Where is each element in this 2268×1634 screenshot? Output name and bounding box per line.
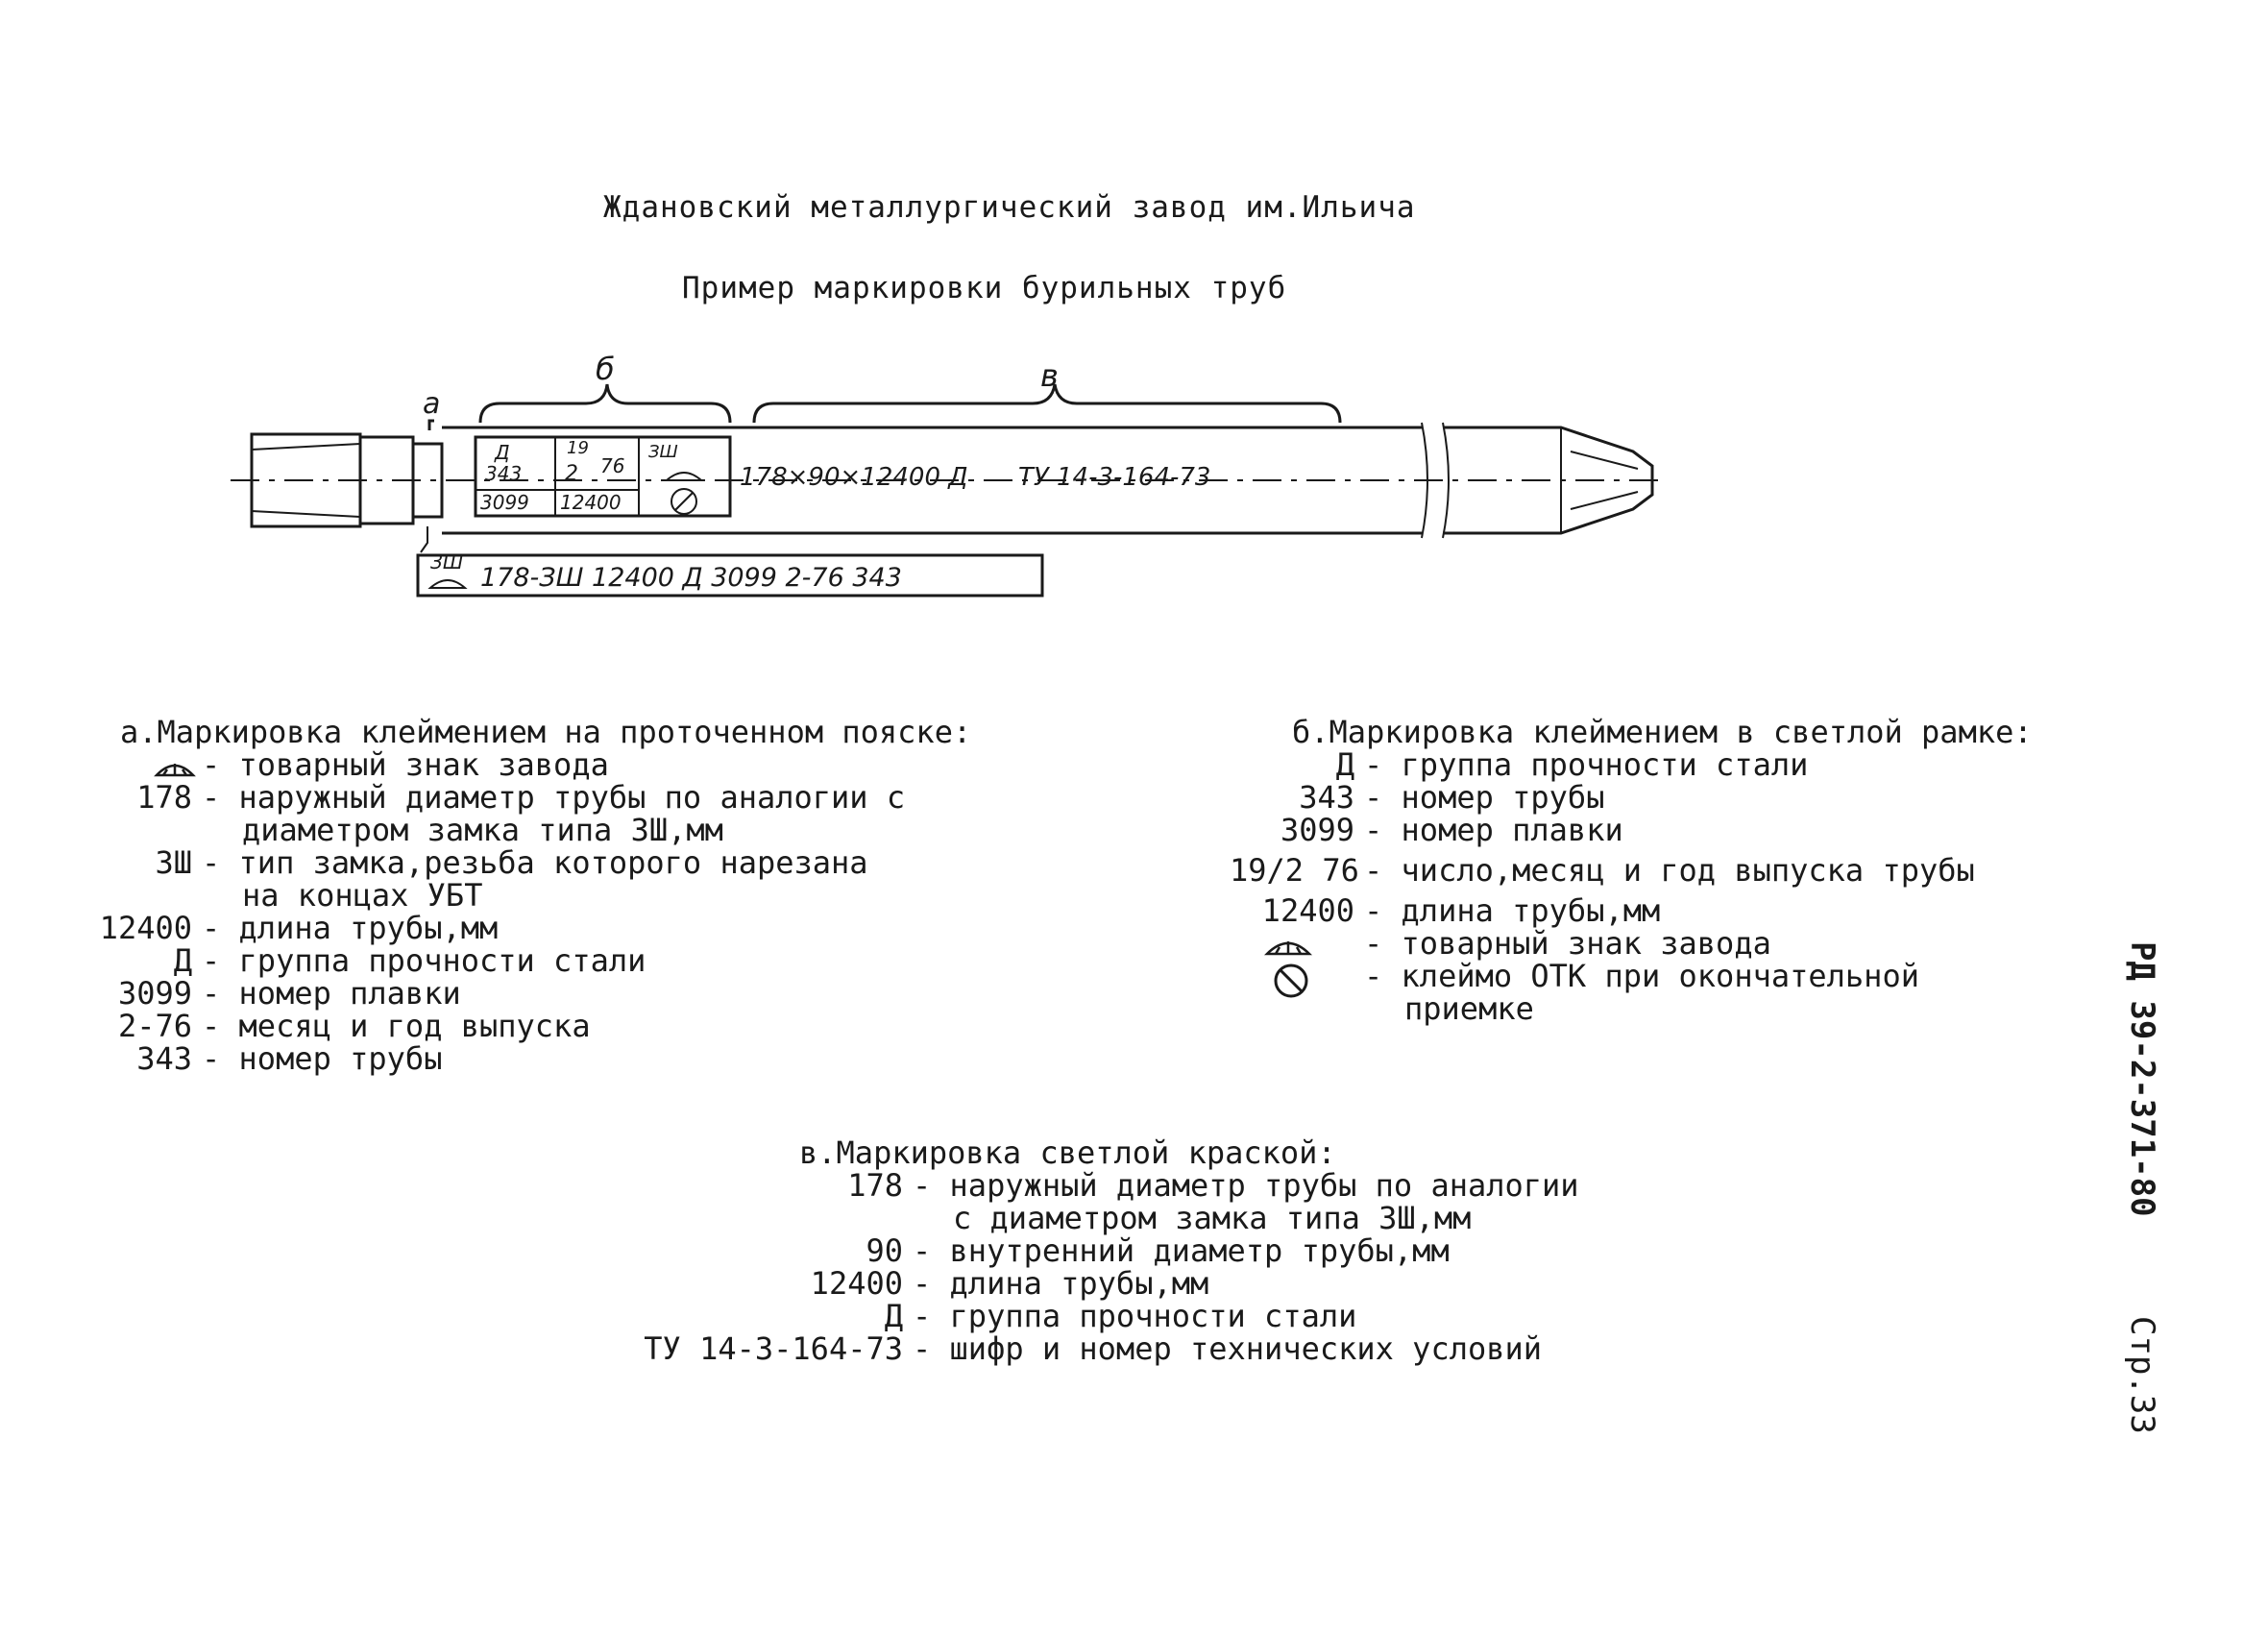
frame-cell-1-top: Д (495, 441, 510, 464)
frame-cell-2-bot: 12400 (560, 491, 622, 514)
frame-cell-2-mid-right: 76 (600, 454, 625, 477)
label-a: а (423, 387, 441, 421)
brace-a (429, 421, 434, 430)
section-b-title: б.Маркировка клеймением в светлой рамке: (1292, 714, 2033, 750)
frame-cell-1-bot: 3099 (480, 491, 529, 514)
section-a-title: а.Маркировка клеймением на проточенном пояске: (120, 714, 972, 750)
section-v-title: в.Маркировка светлой краской: (799, 1134, 1336, 1171)
document-subtitle: Пример маркировки бурильных труб (682, 271, 1287, 305)
frame-cell-3-top: ЗШ (648, 442, 678, 462)
paint-marking-1: 178×90×12400 Д (740, 463, 968, 492)
lower-small-label: ЗШ (430, 550, 464, 573)
page-number: Стр.33 (2123, 1316, 2161, 1434)
frame-cell-1-mid: 343 (485, 462, 523, 485)
factory-trademark-icon (1264, 931, 1312, 963)
frame-cell-2-mid-left: 2 (565, 462, 578, 486)
brace-b (480, 384, 730, 423)
trademark-mark (667, 473, 701, 480)
pipe-diagram (0, 0, 2268, 672)
document-title: Ждановский металлургический завод им.Ильича (603, 190, 1416, 225)
frame-cell-2-top: 19 (567, 438, 589, 458)
label-b: б (596, 351, 615, 387)
document-code: РД 39-2-371-80 (2123, 941, 2161, 1217)
lower-box-text: 178-ЗШ 12400 Д 3099 2-76 343 (480, 563, 902, 593)
paint-marking-2: ТУ 14-3-164-73 (1018, 463, 1211, 492)
label-v: в (1040, 357, 1059, 394)
otk-stamp-icon (1272, 962, 1310, 1006)
